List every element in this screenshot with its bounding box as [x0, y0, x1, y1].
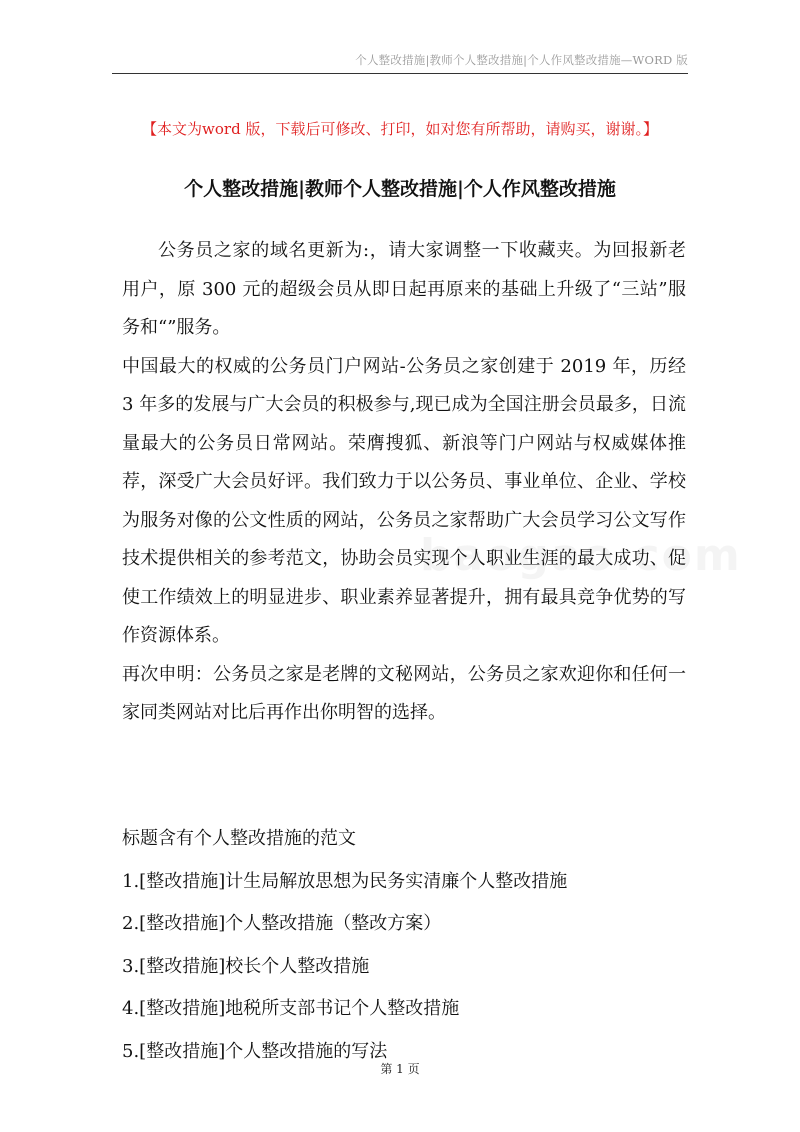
list-item: 5.[整改措施]个人整改措施的写法	[122, 1040, 388, 1062]
list-item: 2.[整改措施]个人整改措施（整改方案）	[122, 913, 442, 934]
related-articles-list	[122, 818, 686, 1073]
paragraph-statement: 再次申明：公务员之家是老牌的文秘网站，公务员之家欢迎你和任何一家同类网站对比后再作出你明智的选择。	[122, 663, 686, 723]
download-notice: 【本文为word 版，下载后可修改、打印，如对您有所帮助，请购买，谢谢。】	[142, 120, 658, 138]
list-item: 3.[整改措施]校长个人整改措施	[122, 955, 370, 977]
paragraph-site-intro: 中国最大的权威的公务员门户网站-公务员之家创建于 2019 年，历经 3 年多的发展与广大会员的积极参与,现已成为全国注册会员最多，日流量最大的公务员日常网站。荣膺搜狐、新浪等门户网站与权威媒体推荐，深受广大会员好评。我们致力于以公务员、事业单位、企业、学校为服务对像的公文性质的网站，公务员之家帮助广大会员学习公文写作技术提供相关的参考范文，协助会员实现个人职业生涯的最大成功、促使工作绩效上的明显进步、职业素养显著提升，拥有最具竞争优势的写作资源体系。	[122, 355, 686, 646]
page-number: 第 1 页	[380, 1062, 420, 1076]
paragraph-domain-update: 公务员之家的域名更新为:，请大家调整一下收藏夹。为回报新老用户，原 300 元的超级会员从即日起再原来的基础上升级了“三站”服务和“”服务。	[122, 240, 686, 338]
list-item: 4.[整改措施]地税所支部书记个人整改措施	[122, 998, 460, 1019]
running-header: 个人整改措施|教师个人整改措施|个人作风整改措施—WORD 版	[355, 53, 688, 67]
list-heading: 标题含有个人整改措施的范文	[122, 828, 356, 849]
body-text	[122, 232, 686, 733]
list-item: 1.[整改措施]计生局解放思想为民务实清廉个人整改措施	[122, 870, 568, 892]
document-title: 个人整改措施|教师个人整改措施|个人作风整改措施	[184, 178, 616, 200]
header-divider	[112, 73, 688, 74]
